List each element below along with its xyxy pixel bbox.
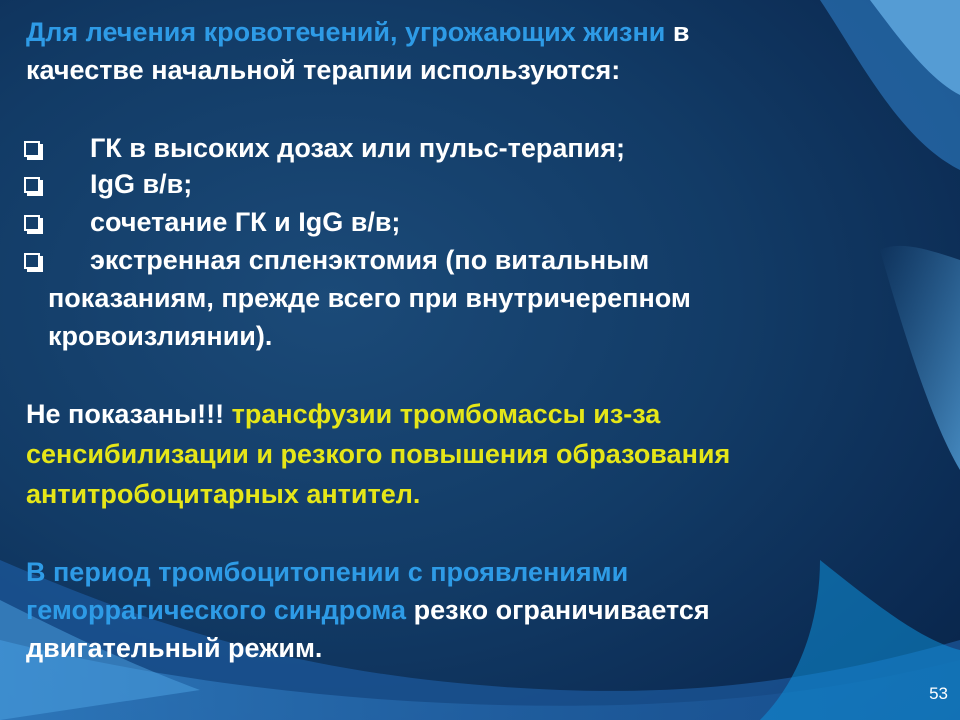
bullet-1-text: ГК в высоких дозах или пульс-терапия; xyxy=(90,133,626,163)
bullet-3-text: сочетание ГК и IgG в/в; xyxy=(90,207,401,237)
bullet-2 xyxy=(24,166,40,202)
period-white-tail: резко ограничивается xyxy=(406,595,710,625)
bullet-4-continuation-1: показаниям, прежде всего при внутричерепном xyxy=(48,283,691,313)
bullet-2-text: IgG в/в; xyxy=(90,169,193,199)
checkbox-bullet-icon xyxy=(24,215,40,231)
heading-blue-text: Для лечения кровотечений, угрожающих жизни xyxy=(26,17,666,47)
period-blue-line-1: В период тромбоцитопении с проявлениями xyxy=(26,557,629,587)
period-line-2 xyxy=(26,592,906,628)
bullet-4-text: экстренная спленэктомия (по витальным xyxy=(90,245,650,275)
bullet-1 xyxy=(24,130,40,166)
warning-yellow-line-3: антитробоцитарных антител. xyxy=(26,479,421,509)
bullet-4-continuation-2: кровоизлиянии). xyxy=(48,321,273,351)
bullet-3 xyxy=(24,204,40,240)
bullet-4 xyxy=(24,242,40,278)
period-blue-line-2: геморрагического синдрома xyxy=(26,595,407,625)
heading-line-1 xyxy=(26,14,906,50)
checkbox-bullet-icon xyxy=(24,141,40,157)
period-line-3: двигательный режим. xyxy=(26,633,323,663)
warning-yellow-line-2: сенсибилизации и резкого повышения образования xyxy=(26,439,731,469)
checkbox-bullet-icon xyxy=(24,177,40,193)
warning-yellow-line-1: трансфузии тромбомассы из-за xyxy=(231,399,661,429)
heading-line-2: качестве начальной терапии используются: xyxy=(26,55,621,85)
page-number: 53 xyxy=(929,684,948,703)
warning-white-text: Не показаны!!! xyxy=(26,399,232,429)
checkbox-bullet-icon xyxy=(24,253,40,269)
warning-line-1 xyxy=(26,396,906,432)
heading-tail-text: в xyxy=(665,17,690,47)
